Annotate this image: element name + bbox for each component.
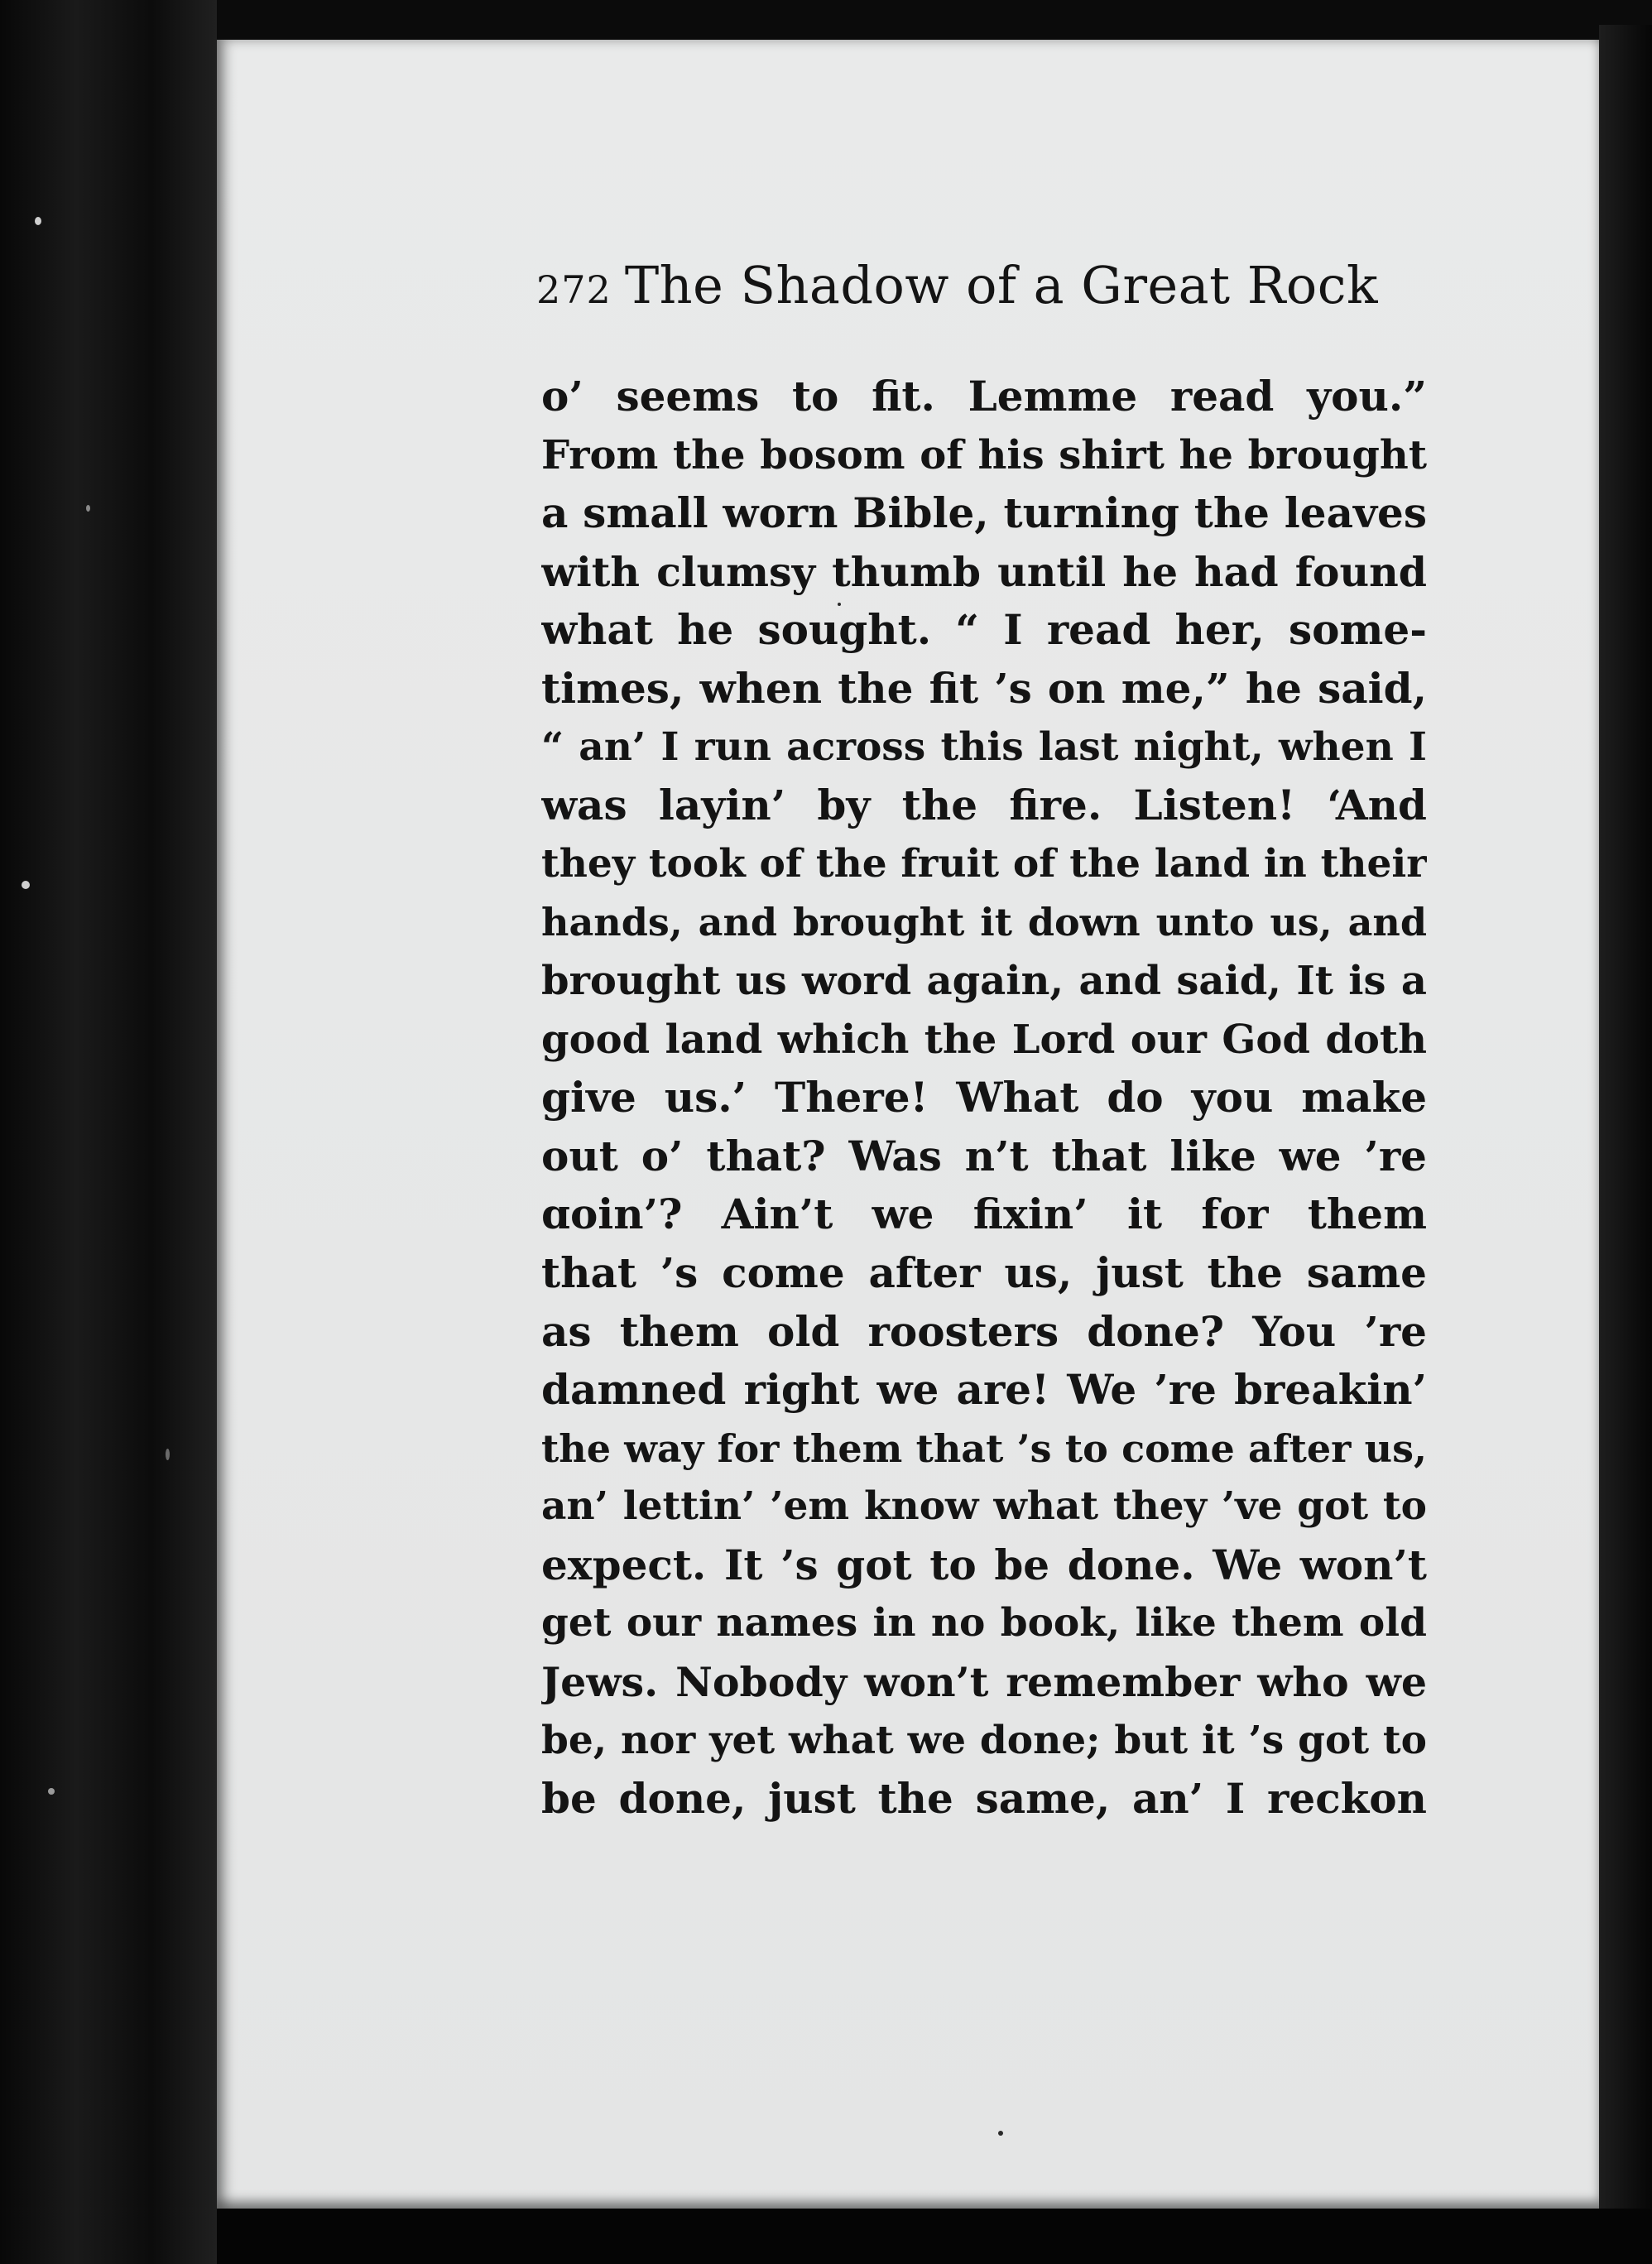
text-line: good land which the Lord our God doth [541,1016,1427,1063]
page-number: 272 [536,267,612,312]
text-line: an’ lettin’ ’em know what they ’ve got to [541,1483,1427,1530]
text-line: with clumsy thumb until he had found [541,547,1427,596]
text-line: o’ seems to fit. Lemme read you.” [541,372,1427,421]
text-line: out o’ that? Was n’t that like we ’re [541,1131,1427,1180]
text-line: give us.’ There! What do you make [541,1073,1427,1122]
text-line: was layin’ by the fire. Listen! ‘And [541,781,1427,830]
page-bottom-edge [217,2209,1652,2264]
text-line: that ’s come after us, just the same [541,1247,1427,1297]
text-line: get our names in no book, like them old [541,1600,1427,1646]
dust-speck [166,1449,170,1460]
text-line: brought us word again, and said, It is a [541,957,1427,1004]
text-line: a small worn Bible, turning the leaves [541,488,1427,538]
dust-speck [22,881,30,889]
text-line: be, nor yet what we done; but it ’s got to [541,1717,1427,1763]
text-line: expect. It ’s got to be done. We won’t [541,1540,1427,1589]
text-line: the way for them that ’s to come after us, [541,1425,1427,1471]
dust-speck [86,505,90,512]
text-line: hands, and brought it down unto us, and [541,900,1427,945]
text-line: they took of the fruit of the land in their [541,840,1427,887]
body-text [541,368,1427,1829]
text-line: be done, just the same, an’ I reckon [541,1774,1427,1824]
page-right-edge [1599,25,1652,2264]
book-binding [0,0,217,2264]
text-line: what he sought. “ I read her, some- [541,605,1427,655]
page-header [536,255,1430,329]
text-line: damned right we are! We ’re breakin’ [541,1365,1427,1415]
running-title: The Shadow of a Great Rock [624,255,1379,315]
ink-speck [998,2131,1003,2136]
dust-speck [35,217,41,225]
text-line: From the bosom of his shirt he brought [541,431,1427,478]
text-line: ɑoin’? Ain’t we fixin’ it for them [541,1190,1427,1239]
text-line: “ an’ I run across this last night, when I [541,723,1427,770]
text-line: times, when the fit ’s on me,” he said, [541,663,1427,713]
text-line: as them old roosters done? You ’re [541,1306,1427,1356]
text-line: Jews. Nobody won’t remember who we [541,1658,1427,1707]
dust-speck [48,1788,55,1795]
